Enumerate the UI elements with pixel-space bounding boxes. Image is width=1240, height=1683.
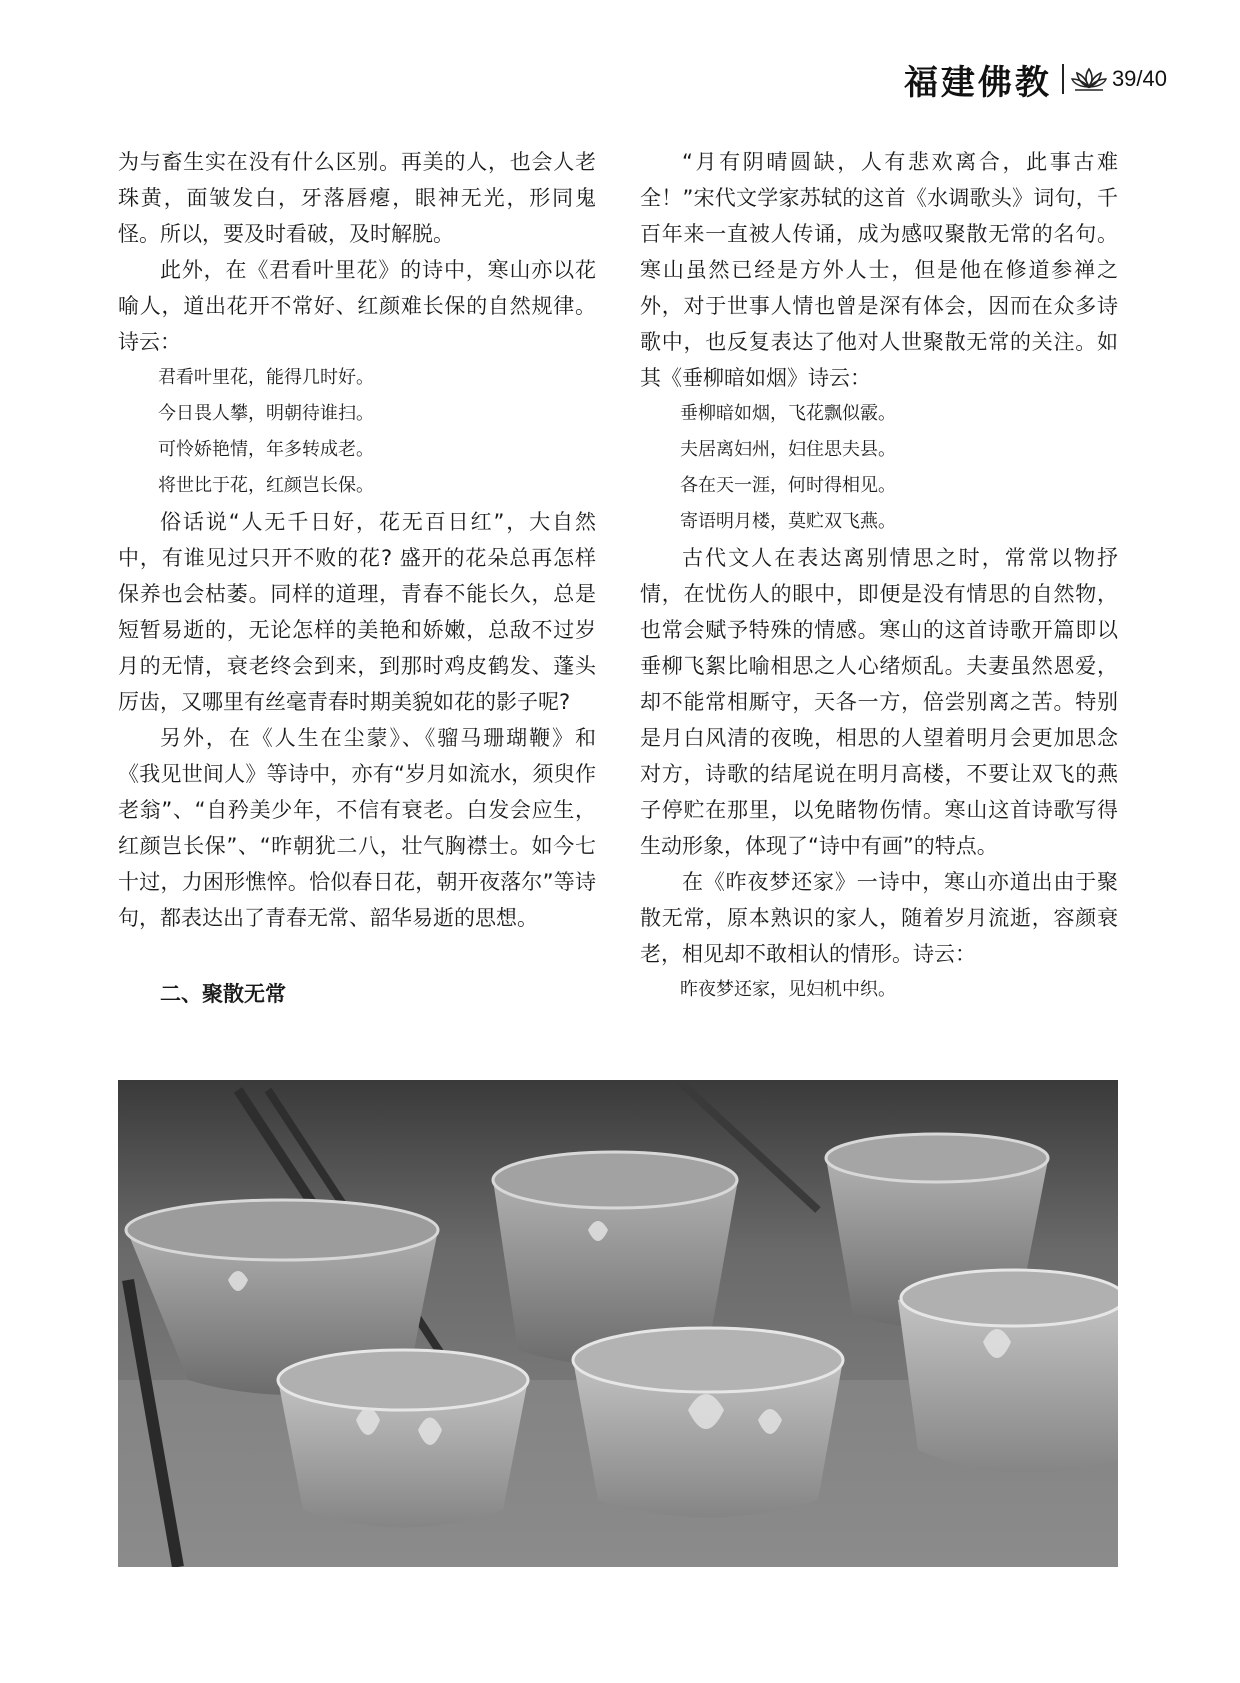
paragraph: 为与畜生实在没有什么区别。再美的人，也会人老珠黄，面皱发白，牙落唇瘪，眼神无光，形同鬼怪。所以，要及时看破，及时解脱。 xyxy=(118,150,596,246)
poem-line: 夫居离妇州，妇住思夫县。 xyxy=(680,439,896,460)
header-divider xyxy=(1062,64,1064,94)
paragraph: 此外，在《君看叶里花》的诗中，寒山亦以花喻人，道出花开不常好、红颜难长保的自然规律。诗云： xyxy=(118,258,596,354)
paragraph: 在《昨夜梦还家》一诗中，寒山亦道出由于聚散无常，原本熟识的家人，随着岁月流逝，容颜衰老，相见却不敢相认的情形。诗云： xyxy=(640,870,1118,966)
poem-line: 可怜娇艳情，年多转成老。 xyxy=(158,439,374,460)
page-number: 39/40 xyxy=(1111,66,1167,91)
tea-cups-photo xyxy=(118,1080,1118,1567)
left-column xyxy=(118,144,596,1012)
spacer xyxy=(118,936,596,976)
paragraph: “月有阴晴圆缺，人有悲欢离合，此事古难全！”宋代文学家苏轼的这首《水调歌头》词句，千百年来一直被人传诵，成为感叹聚散无常的名句。寒山虽然已经是方外人士，但是他在修道参禅之外，对于世事人情也曾是深有体会，因而在众多诗歌中，也反复表达了他对人世聚散无常的关注。如其《垂柳暗如烟》诗云： xyxy=(640,150,1118,390)
lotus-icon xyxy=(1070,65,1108,93)
poem-line: 今日畏人攀，明朝待谁扫。 xyxy=(158,403,374,424)
photo-illustration xyxy=(118,1080,1118,1567)
right-column xyxy=(640,144,1118,1008)
paragraph: 俗话说“人无千日好，花无百日红”，大自然中，有谁见过只开不败的花? 盛开的花朵总再怎样保养也会枯萎。同样的道理，青春不能长久，总是短暂易逝的，无论怎样的美艳和娇嫩，总敌不过岁月的无情，衰老终会到来，到那时鸡皮鹤发、蓬头厉齿，又哪里有丝毫青春时期美貌如花的影子呢? xyxy=(118,510,596,714)
paragraph: 古代文人在表达离别情思之时，常常以物抒情，在忧伤人的眼中，即便是没有情思的自然物，也常会赋予特殊的情感。寒山的这首诗歌开篇即以垂柳飞絮比喻相思之人心绪烦乱。夫妻虽然恩爱，却不能常相厮守，天各一方，倍尝别离之苦。特别是月白风清的夜晚，相思的人望着明月会更加思念对方，诗歌的结尾说在明月高楼，不要让双飞的燕子停贮在那里，以免睹物伤情。寒山这首诗歌写得生动形象，体现了“诗中有画”的特点。 xyxy=(640,546,1118,858)
poem-line: 寄语明月楼，莫贮双飞燕。 xyxy=(680,511,896,532)
poem-line: 垂柳暗如烟，飞花飘似霰。 xyxy=(680,403,896,424)
magazine-title: 福建佛教 xyxy=(903,62,1052,103)
paragraph: 另外，在《人生在尘蒙》、《骝马珊瑚鞭》和《我见世间人》等诗中，亦有“岁月如流水，须臾作老翁”、“自矜美少年，不信有衰老。白发会应生，红颜岂长保”、“昨朝犹二八，壮气胸襟士。如今七十过，力困形憔悴。恰似春日花，朝开夜落尔”等诗句，都表达出了青春无常、韶华易逝的思想。 xyxy=(118,726,596,930)
poem-line: 君看叶里花，能得几时好。 xyxy=(158,367,374,388)
poem-line: 各在天一涯，何时得相见。 xyxy=(680,475,896,496)
poem-line: 昨夜梦还家，见妇机中织。 xyxy=(680,979,896,1000)
poem-line: 将世比于花，红颜岂长保。 xyxy=(158,475,374,496)
section-heading: 二、聚散无常 xyxy=(160,982,286,1006)
page-header xyxy=(904,56,1167,102)
